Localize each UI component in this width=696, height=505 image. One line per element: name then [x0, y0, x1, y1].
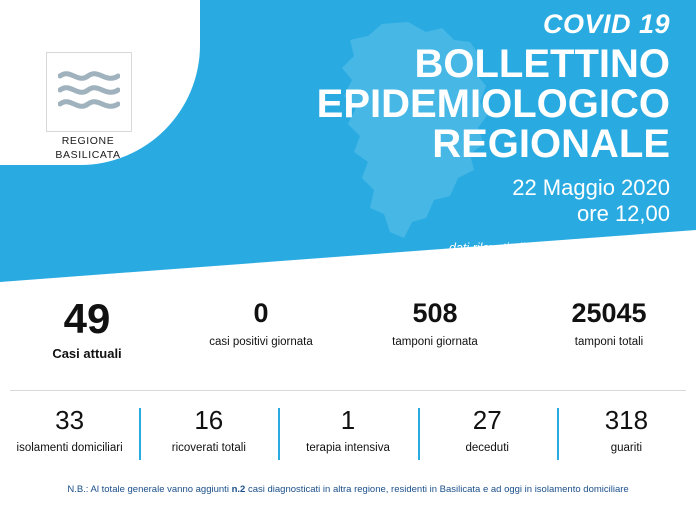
page-title-line3: REGIONALE — [432, 122, 670, 166]
crest-caption — [28, 134, 148, 162]
stat-deceduti — [418, 404, 557, 476]
secondary-stats-row — [0, 404, 696, 476]
stat-isolamenti-domiciliari — [0, 404, 139, 476]
page-title-line1: BOLLETTINO — [414, 42, 670, 86]
crest-caption-line2: BASILICATA — [55, 149, 121, 161]
data-collection-note: dati rilevati alle ore 24,00 del 21 maggio — [449, 241, 670, 255]
footnote-suffix: casi diagnosticati in altra regione, residenti in Basilicata e ad oggi in isolamento domiciliare — [245, 484, 629, 495]
stat-value: 33 — [55, 405, 85, 435]
footnote-prefix: N.B.: Al totale generale vanno aggiunti — [67, 484, 232, 495]
stat-label: Casi attuali — [52, 346, 122, 361]
bulletin-time: ore 12,00 — [577, 201, 670, 226]
stat-casi-attuali — [0, 296, 174, 382]
header-text-block — [230, 8, 670, 255]
regione-basilicata-crest — [46, 52, 132, 132]
bulletin-date: 22 Maggio 2020 — [512, 175, 670, 200]
stat-label: guariti — [610, 442, 643, 454]
section-divider — [10, 390, 686, 391]
stat-value: 16 — [194, 405, 224, 435]
stat-label: ricoverati totali — [171, 442, 246, 454]
stat-label: casi positivi giornata — [209, 336, 313, 348]
stat-label: tamponi giornata — [392, 336, 478, 348]
covid-label: COVID 19 — [542, 9, 670, 39]
stat-label: terapia intensiva — [306, 442, 390, 454]
stat-value: 27 — [472, 405, 502, 435]
stat-value: 508 — [412, 298, 458, 328]
footnote-highlight: n.2 — [231, 484, 246, 495]
page-title-line2: EPIDEMIOLOGICO — [316, 82, 670, 126]
stat-ricoverati-totali — [139, 404, 278, 476]
stat-label: tamponi totali — [574, 336, 644, 348]
stat-guariti — [557, 404, 696, 476]
stat-value: 1 — [340, 405, 356, 435]
stat-value: 318 — [604, 405, 649, 435]
stat-value: 49 — [63, 295, 111, 342]
stat-label: deceduti — [465, 442, 509, 454]
stat-value: 25045 — [571, 298, 647, 328]
stat-value: 0 — [253, 298, 269, 328]
stat-tamponi-giornata — [348, 296, 522, 382]
stat-terapia-intensiva — [278, 404, 417, 476]
primary-stats-row — [0, 296, 696, 382]
stat-tamponi-totali — [522, 296, 696, 382]
crest-caption-line1: REGIONE — [61, 135, 115, 147]
stat-casi-positivi-giornata — [174, 296, 348, 382]
page-title — [230, 44, 670, 164]
waves-icon — [58, 66, 120, 118]
footnote — [0, 484, 696, 495]
stat-label: isolamenti domiciliari — [16, 442, 123, 454]
